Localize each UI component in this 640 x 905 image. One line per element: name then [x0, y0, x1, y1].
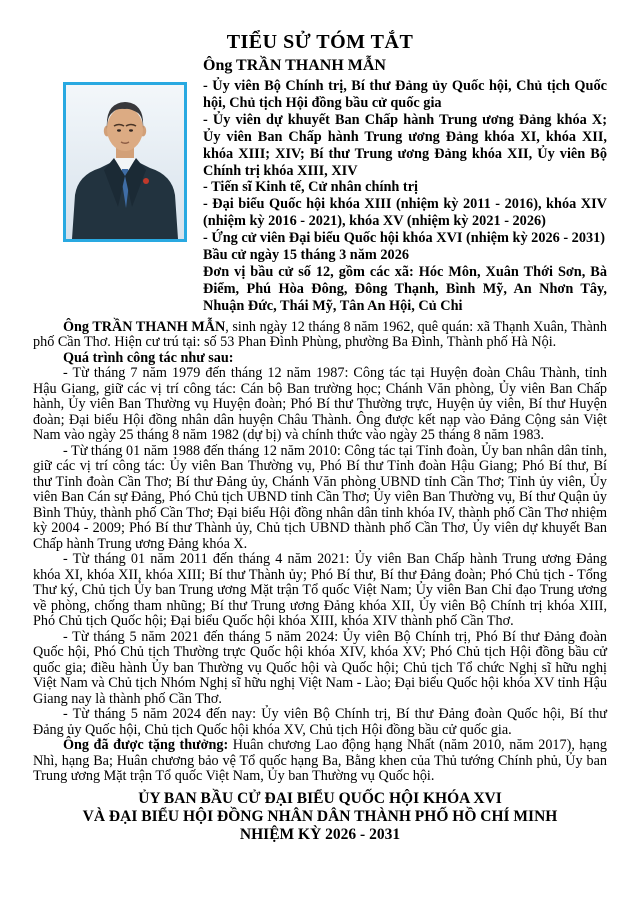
- photo-column: [33, 56, 203, 242]
- summary-item-positions: - Ủy viên Bộ Chính trị, Bí thư Đảng ủy Quốc hội, Chủ tịch Quốc hội, Chủ tịch Hội đồng bầu cử quốc gia: [203, 78, 607, 111]
- awards-paragraph: [33, 738, 607, 785]
- summary-item-candidacy: - Ứng cử viên Đại biểu Quốc hội khóa XVI (nhiệm kỳ 2026 - 2031): [203, 230, 606, 247]
- career-paragraph-2024-now: - Từ tháng 5 năm 2024 đến nay: Ủy viên Bộ Chính trị, Bí thư Đảng đoàn Quốc hội, Bí thư Đảng ủy Quốc hội, Chủ tịch Quốc hội khóa XV, Chủ tịch Hội đồng bầu cử quốc gia.: [33, 706, 607, 738]
- candidate-name: Ông TRẦN THANH MẪN: [203, 57, 386, 74]
- career-paragraph-2021-2024: - Từ tháng 5 năm 2021 đến tháng 5 năm 2024: Ủy viên Bộ Chính trị, Phó Bí thư Đảng đoàn Quốc hội, Phó Chủ tịch Thường trực Quốc hội khóa XIV, khóa XV; Phó Chủ tịch Hội đồng bầu cử quốc gia; điều hành Ủy ban Thường vụ Quốc hội và Quốc hội; Chủ tịch Tổ chức Nghị sĩ hữu nghị Việt Nam và Chủ tịch Nhóm Nghị sĩ hữu nghị Việt Nam - Lào; Đại biểu Quốc hội khóa XV tỉnh Hậu Giang nay là thành phố Cần Thơ.: [33, 628, 607, 707]
- career-paragraph-1988-2010: - Từ tháng 01 năm 1988 đến tháng 12 năm 2010: Công tác tại Tỉnh đoàn, Ủy ban nhân dân tỉnh, giữ các vị trí công tác: Ủy viên Ban Thường vụ, Phó Bí thư Tỉnh đoàn Hậu Giang; Phó Bí thư, Bí thư Tỉnh đoàn Cần Thơ; Bí thư Đảng ủy, Chánh Văn phòng UBND tỉnh Cần Thơ; Tỉnh ủy viên, Ủy viên Ban Cán sự Đảng, Phó Chủ tịch UBND tỉnh Cần Thơ; Ủy viên Ban Thường vụ, Bí thư Quận ủy Bình Thủy, thành phố Cần Thơ; Đại biểu Hội đồng nhân dân tỉnh khóa IV, thành phố Cần Thơ nhiệm kỳ 2004 - 2009; Phó Bí thư Thành ủy, Chủ tịch UBND thành phố Cần Thơ, Ủy viên dự khuyết Ban Chấp hành Trung ương Đảng khóa X.: [33, 442, 607, 552]
- summary-item-election-unit: Đơn vị bầu cử số 12, gồm các xã: Hóc Môn, Xuân Thới Sơn, Bà Điểm, Phú Hòa Đông, Đông Thạnh, Bình Mỹ, An Nhơn Tây, Nhuận Đức, Thái Mỹ, Tân An Hội, Củ Chi: [203, 263, 607, 314]
- awards-lead: Ông đã được tặng thưởng:: [63, 737, 229, 754]
- summary-column: [203, 56, 607, 315]
- summary-item-deputy-terms: - Đại biểu Quốc hội khóa XIII (nhiệm kỳ 2011 - 2016), khóa XIV (nhiệm kỳ 2016 - 2021), khóa XV (nhiệm kỳ 2021 - 2026): [203, 196, 607, 230]
- summary-item-party: - Ủy viên dự khuyết Ban Chấp hành Trung ương Đảng khóa X; Ủy viên Ban Chấp hành Trung ương Đảng khóa XI, khóa XII, khóa XIII; XIV; Bí thư Trung ương Đảng khóa XII, Ủy viên Bộ Chính trị khóa XIII, XIV: [203, 111, 607, 179]
- header-section: [33, 56, 607, 315]
- career-heading: Quá trình công tác như sau:: [63, 349, 234, 366]
- footer-line-term: NHIỆM KỲ 2026 - 2031: [239, 825, 401, 843]
- intro-paragraph: [33, 320, 607, 351]
- awards-rest: Huân chương Lao động hạng Nhất (năm 2010, năm 2017), hạng Nhì, hạng Ba; Huân chương bảo vệ Tổ quốc hạng Ba, Bằng khen của Thủ tướng Chính phủ, Ủy ban Trung ương Mặt trận Tổ quốc Việt Nam, Ủy ban Thường vụ Quốc hội.: [33, 737, 607, 785]
- intro-rest: , sinh ngày 12 tháng 8 năm 1962, quê quán: xã Thạnh Xuân, Thành phố Cần Thơ. Hiện cư trú tại: số 53 Phan Đình Phùng, phường Ba Đình, Thành phố Hà Nội.: [33, 318, 607, 351]
- page-title: TIỂU SỬ TÓM TẮT: [226, 31, 414, 53]
- summary-item-election-date: Bầu cử ngày 15 tháng 3 năm 2026: [203, 247, 409, 264]
- election-committee-footer: [33, 790, 607, 844]
- intro-lead: Ông TRẦN THANH MẪN: [63, 318, 226, 335]
- portrait-illustration: [66, 85, 184, 239]
- portrait-photo: [63, 82, 187, 242]
- footer-line-committee: ỦY BAN BẦU CỬ ĐẠI BIỂU QUỐC HỘI KHÓA XVI: [138, 789, 502, 807]
- footer-line-council: VÀ ĐẠI BIỂU HỘI ĐỒNG NHÂN DÂN THÀNH PHỐ HỒ CHÍ MINH: [82, 807, 558, 825]
- summary-item-education: - Tiến sĩ Kinh tế, Cử nhân chính trị: [203, 179, 419, 196]
- career-paragraph-2011-2021: - Từ tháng 01 năm 2011 đến tháng 4 năm 2021: Ủy viên Ban Chấp hành Trung ương Đảng khóa XI, khóa XII, khóa XIII; Bí thư Thành ủy; Phó Bí thư, Bí thư Đảng đoàn; Phó Chủ tịch - Tổng Thư ký, Chủ tịch Ủy ban Trung ương Mặt trận Tổ quốc Việt Nam; Ủy viên Ban Chỉ đạo Trung ương về phòng, chống tham nhũng; Bí thư Trung ương Đảng khóa XII, Ủy viên Bộ Chính trị khóa XIII, Phó Chủ tịch Quốc hội; Đại biểu Quốc hội khóa XIII, khóa XIV thành phố Cần Thơ.: [33, 551, 607, 630]
- biography-body: [33, 320, 607, 785]
- career-paragraph-1979-1987: - Từ tháng 7 năm 1979 đến tháng 12 năm 1987: Công tác tại Huyện đoàn Châu Thành, tỉnh Hậu Giang, giữ các vị trí công tác: Cán bộ Ban trường học; Chánh Văn phòng, Ủy viên Ban Chấp hành, Ủy viên Ban Thường vụ Huyện đoàn; Phó Bí thư Thường trực, Huyện ủy viên, Bí thư Huyện đoàn; Đại biểu Hội đồng nhân dân huyện Châu Thành. Ông được kết nạp vào Đảng Cộng sản Việt Nam vào ngày 25 tháng 8 năm 1982 (dự bị) và chính thức vào ngày 25 tháng 8 năm 1983.: [33, 365, 607, 444]
